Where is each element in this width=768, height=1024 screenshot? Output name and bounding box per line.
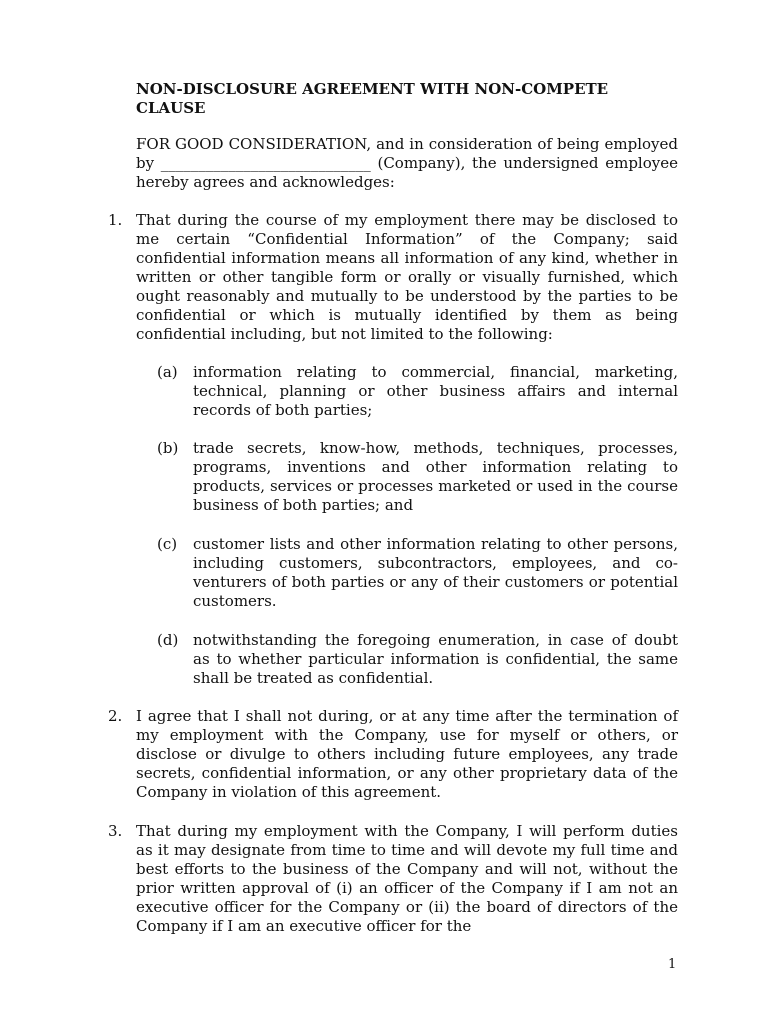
clause-number: 2. xyxy=(108,707,123,725)
subclause-text: notwithstanding the foregoing enumeration, in case of doubt as to whether particular information is confidential, the same shall be treated as confidential. xyxy=(193,631,678,687)
clause-number: 3. xyxy=(108,822,123,840)
subclause-label: (a) xyxy=(157,363,178,381)
clause-1 xyxy=(108,211,678,344)
subclause-a xyxy=(157,363,678,420)
page-number: 1 xyxy=(668,957,677,972)
clause-text: I agree that I shall not during, or at any time after the termination of my employment with the Company, use for myself or others, or disclose or divulge to others including future employees, any trade secrets, confidential information, or any other proprietary data of the Company in violation of this agreement. xyxy=(136,707,678,801)
subclause-c xyxy=(157,535,678,611)
subclause-b xyxy=(157,439,678,515)
document-title: NON-DISCLOSURE AGREEMENT WITH NON-COMPETE CLAUSE xyxy=(136,80,609,117)
intro-paragraph: FOR GOOD CONSIDERATION, and in consideration of being employed by ____________________________ (Company), the undersigned employee hereby agrees and acknowledges: xyxy=(136,135,678,191)
subclause-label: (c) xyxy=(157,535,178,553)
subclause-d xyxy=(157,631,678,688)
subclause-label: (d) xyxy=(157,631,179,649)
clause-text: That during the course of my employment there may be disclosed to me certain “Confidential Information” of the Company; said confidential information means all information of any kind, whether in written or other tangible form or orally or visually furnished, which ought reasonably and mutually to be understood by the parties to be confidential or which is mutually identified by them as being confidential including, but not limited to the following: xyxy=(136,211,678,343)
subclause-text: customer lists and other information relating to other persons, including customers, subcontractors, employees, and co-venturers of both parties or any of their customers or potential customers. xyxy=(193,535,678,610)
clause-text: That during my employment with the Company, I will perform duties as it may designate from time to time and will devote my full time and best efforts to the business of the Company and will not, without the prior written approval of (i) an officer of the Company if I am not an executive officer for the Company or (ii) the board of directors of the Company if I am an executive officer for the xyxy=(136,822,678,935)
clause-3 xyxy=(108,822,678,936)
clause-number: 1. xyxy=(108,211,123,229)
subclause-text: trade secrets, know-how, methods, techniques, processes, programs, inventions and other information relating to products, services or processes marketed or used in the course business of both parties; and xyxy=(193,439,678,514)
subclause-label: (b) xyxy=(157,439,179,457)
clause-2 xyxy=(108,707,678,802)
subclause-text: information relating to commercial, financial, marketing, technical, planning or other business affairs and internal records of both parties; xyxy=(193,363,678,419)
